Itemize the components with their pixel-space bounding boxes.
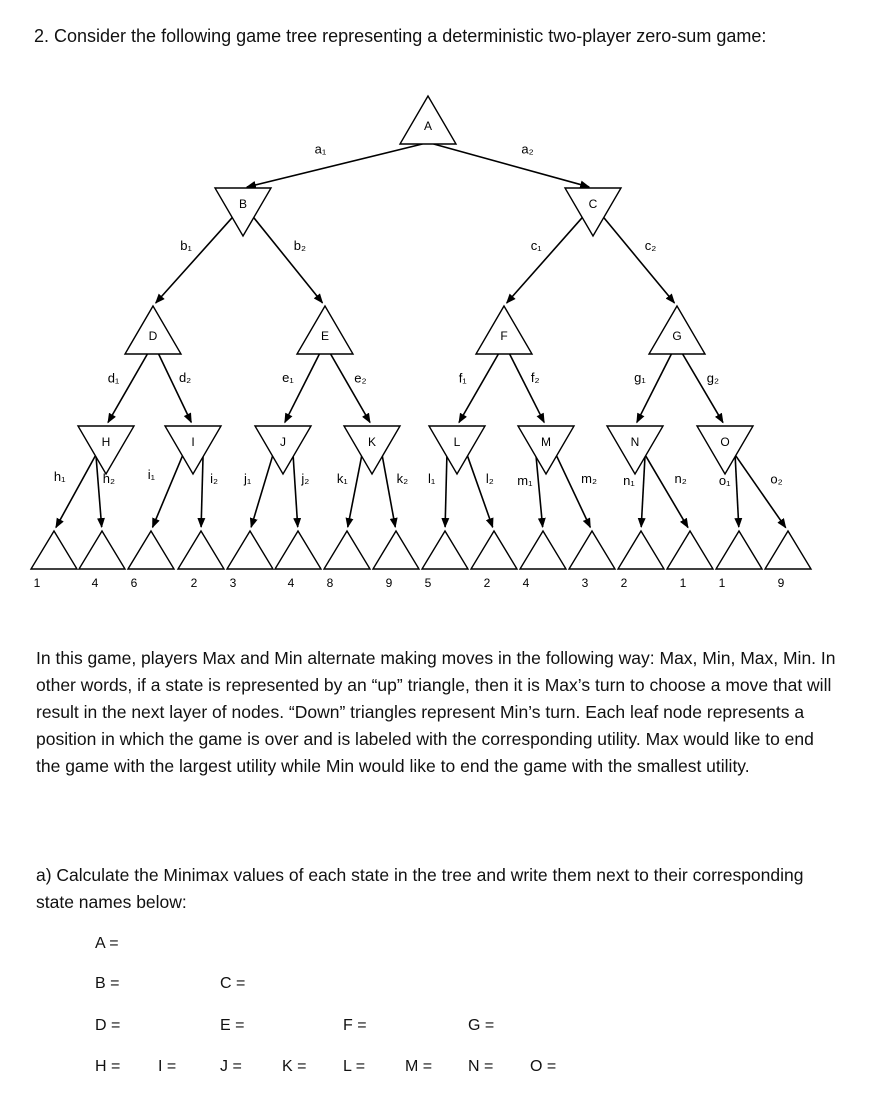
answer-E: E = [220, 1017, 245, 1034]
node-h-triangle [78, 426, 134, 474]
edge-m2 [556, 455, 590, 528]
edge-o2 [735, 455, 786, 528]
node-m-label: M [541, 435, 551, 449]
edge-l1 [445, 455, 447, 527]
part-a-question: a) Calculate the Minimax values of each state in the tree and write them next to their corresponding state names below: [36, 865, 804, 912]
node-d-label: D [148, 329, 158, 343]
answer-M: M = [405, 1058, 433, 1075]
edge-label-l1: l₁ [428, 470, 436, 486]
answer-O: O = [530, 1058, 557, 1075]
edge-k2 [382, 455, 395, 527]
edge-d1 [108, 354, 147, 423]
edge-a2 [434, 144, 590, 187]
node-e-label: E [320, 329, 330, 343]
edge-c1 [507, 217, 583, 303]
leaf-4-value: 2 [190, 576, 198, 590]
node-o-label: O [720, 435, 730, 449]
answer-H: H = [95, 1058, 121, 1075]
edge-h1 [53, 455, 96, 528]
leaf-7-triangle [324, 531, 370, 569]
leaf-9-value: 5 [424, 576, 432, 590]
leaf-14-value: 1 [679, 576, 687, 590]
edge-label-i1: i₁ [147, 467, 156, 483]
edge-l2 [467, 455, 493, 527]
leaf-15-value: 1 [718, 576, 726, 590]
leaf-6-value: 4 [287, 576, 295, 590]
leaf-6-triangle [275, 531, 321, 569]
edge-label-h1: h₁ [53, 469, 66, 485]
node-j-label: J [280, 435, 286, 449]
edge-label-f2: f₂ [530, 370, 540, 386]
edge-e1 [285, 354, 320, 422]
edge-label-m1: m₁ [517, 472, 533, 488]
leaf-16-triangle [765, 531, 811, 569]
leaf-11-triangle [520, 531, 566, 569]
edge-i2 [201, 455, 203, 527]
edge-k1 [348, 455, 362, 527]
leaf-5-value: 3 [229, 576, 237, 590]
edge-e2 [331, 354, 370, 423]
leaf-8-triangle [373, 531, 419, 569]
edge-j2 [293, 455, 298, 527]
node-f-label: F [500, 329, 508, 343]
edge-d2 [159, 354, 192, 422]
leaf-1-triangle [31, 531, 77, 569]
edge-b1 [156, 217, 233, 303]
edge-a1 [247, 141, 423, 187]
edge-label-l2: l₂ [485, 471, 494, 487]
edge-j1 [251, 455, 273, 527]
edge-i1 [153, 455, 183, 528]
answer-K: K = [282, 1058, 307, 1075]
node-n-label: N [630, 435, 640, 449]
node-l-label: L [453, 435, 461, 449]
edge-label-n1: n₁ [623, 472, 635, 488]
leaf-10-triangle [471, 531, 517, 569]
answer-L: L = [343, 1058, 366, 1075]
edge-label-k1: k₁ [336, 470, 348, 486]
edge-f1 [459, 354, 498, 423]
node-i-triangle [165, 426, 221, 474]
edge-label-j2: j₂ [301, 470, 310, 486]
edge-label-c2: c₂ [644, 237, 657, 253]
edge-label-a1: a₁ [314, 141, 327, 157]
answer-C: C = [220, 975, 246, 992]
leaf-2-triangle [79, 531, 125, 569]
edge-g2 [683, 354, 723, 423]
edge-c2 [603, 217, 674, 303]
edge-label-j1: j₁ [244, 470, 252, 486]
edge-label-k2: k₂ [396, 470, 409, 486]
leaf-9-triangle [422, 531, 468, 569]
answer-J: J = [220, 1058, 242, 1075]
edge-label-b2: b₂ [293, 237, 307, 253]
node-b-label: B [238, 197, 248, 211]
leaf-16-value: 9 [777, 576, 785, 590]
edge-label-e2: e₂ [354, 370, 367, 386]
edge-f2 [510, 354, 545, 422]
edge-label-b1: b₁ [180, 237, 192, 253]
edge-n1 [641, 455, 645, 527]
edge-label-o1: o₁ [718, 472, 731, 488]
node-j-triangle [255, 426, 311, 474]
question-title: 2. Consider the following game tree representing a deterministic two-player zero-sum game: [34, 26, 767, 46]
leaf-2-value: 4 [91, 576, 99, 590]
edge-label-c1: c₁ [530, 237, 542, 253]
edge-label-g2: g₂ [706, 370, 720, 386]
edge-o1 [735, 455, 739, 527]
edge-b2 [253, 217, 322, 303]
leaf-8-value: 9 [385, 576, 393, 590]
edge-g1 [637, 354, 672, 422]
node-n-triangle [607, 426, 663, 474]
node-g-label: G [672, 329, 682, 343]
answer-D: D = [95, 1017, 121, 1034]
node-a-label: A [423, 119, 433, 133]
leaf-5-triangle [227, 531, 273, 569]
edge-label-e1: e₁ [282, 370, 294, 386]
leaf-1-value: 1 [33, 576, 41, 590]
leaf-12-value: 3 [581, 576, 589, 590]
leaf-12-triangle [569, 531, 615, 569]
leaf-3-value: 6 [130, 576, 138, 590]
node-l-triangle [429, 426, 485, 474]
leaf-11-value: 4 [522, 576, 530, 590]
node-i-label: I [191, 435, 195, 449]
answer-B: B = [95, 975, 120, 992]
leaf-13-value: 2 [620, 576, 628, 590]
answer-F: F = [343, 1017, 367, 1034]
edge-label-i2: i₂ [210, 470, 219, 486]
edge-label-o2: o₂ [770, 471, 783, 487]
leaf-10-value: 2 [483, 576, 491, 590]
answer-G: G = [468, 1017, 495, 1034]
edge-label-m2: m₂ [581, 471, 598, 487]
edge-label-n2: n₂ [674, 471, 687, 487]
node-c-label: C [588, 197, 598, 211]
leaf-15-triangle [716, 531, 762, 569]
answer-I: I = [158, 1058, 177, 1075]
description-paragraph: In this game, players Max and Min alternate making moves in the following way: Max, Min, Max, Min. In other words, if a state is represented by an “up” triangle, then it is Max’s turn to choose a move that will result in the next layer of nodes. “Down” triangles represent Min’s turn. Each leaf node represents a position in which the game is over and is labeled with the corresponding utility. Max would like to end the game with the largest utility while Min would like to end the game with the smallest utility. [36, 648, 836, 776]
answer-N: N = [468, 1058, 494, 1075]
edge-label-d2: d₂ [178, 370, 192, 386]
leaf-3-triangle [128, 531, 174, 569]
node-k-label: K [367, 435, 377, 449]
leaf-14-triangle [667, 531, 713, 569]
edge-label-g1: g₁ [634, 370, 646, 386]
edge-label-a2: a₂ [521, 141, 534, 157]
edge-label-h2: h₂ [102, 470, 116, 486]
leaf-4-triangle [178, 531, 224, 569]
edge-label-d1: d₁ [107, 370, 120, 386]
node-m-triangle [518, 426, 574, 474]
edge-n2 [645, 455, 688, 528]
node-k-triangle [344, 426, 400, 474]
edge-label-f1: f₁ [458, 370, 467, 386]
node-o-triangle [697, 426, 753, 474]
leaf-13-triangle [618, 531, 664, 569]
leaf-7-value: 8 [326, 576, 334, 590]
answer-A: A = [95, 935, 119, 952]
node-h-label: H [101, 435, 111, 449]
